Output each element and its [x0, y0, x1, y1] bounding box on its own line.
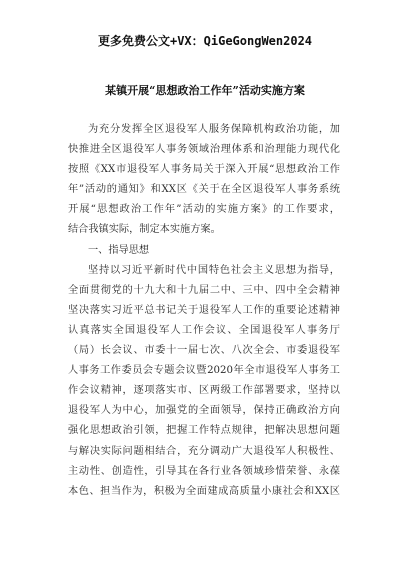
- body-line: 为充分发挥全区退役军人服务保障机构政治功能，加: [88, 124, 340, 135]
- body-line: 退役军人为中心，加强党的全面领导，保持正确政治方向: [68, 405, 340, 417]
- body-line: 作会议精神，逐项落实市、区两级工作部署要求，坚持以: [68, 385, 340, 397]
- document-title: 某镇开展“思想政治工作年”活动实施方案: [105, 84, 305, 97]
- body-line: 与解决实际问题相结合，充分调动广大退役军人积极性、: [68, 445, 340, 457]
- body-line: 人事务工作委员会专题会议暨2020年全市退役军人事务工: [68, 365, 340, 377]
- body-line: 坚持以习近平新时代中国特色社会主义思想为指导，: [88, 264, 340, 276]
- body-line: 主动性、创造性，引导其在各行业各领域珍惜荣誉、永葆: [68, 465, 340, 477]
- body-line: 快推进全区退役军人事务领域治理体系和治理能力现代化: [68, 144, 340, 156]
- body-line: 全面贯彻党的十九大和十九届二中、三中、四中全会精神: [68, 284, 340, 296]
- document-body: [68, 120, 340, 502]
- body-line: 按照《XX市退役军人事务局关于深入开展“思想政治工作: [68, 164, 340, 176]
- body-line: 坚决落实习近平总书记关于退役军人工作的重要论述精神: [68, 304, 340, 316]
- body-line: 结合我镇实际，制定本实施方案。: [68, 224, 221, 236]
- body-line: 年”活动的通知》和XX区《关于在全区退役军人事务系统: [68, 184, 340, 196]
- body-line: 开展“思想政治工作年”活动的实施方案》的工作要求，: [68, 204, 340, 216]
- body-line: 本色、担当作为，积极为全面建成高质量小康社会和XX区: [68, 485, 340, 497]
- body-line: 认真落实全国退役军人工作会议、全国退役军人事务厅: [68, 324, 340, 336]
- watermark-text: 更多免费公文+VX：QiGeGongWen2024: [97, 34, 313, 48]
- section-heading: 一、指导思想: [88, 244, 150, 256]
- body-line: 强化思想政治引领，把握工作特点规律，把解决思想问题: [68, 425, 340, 437]
- body-line: （局）长会议、市委十一届七次、八次全会、市委退役军: [68, 345, 340, 357]
